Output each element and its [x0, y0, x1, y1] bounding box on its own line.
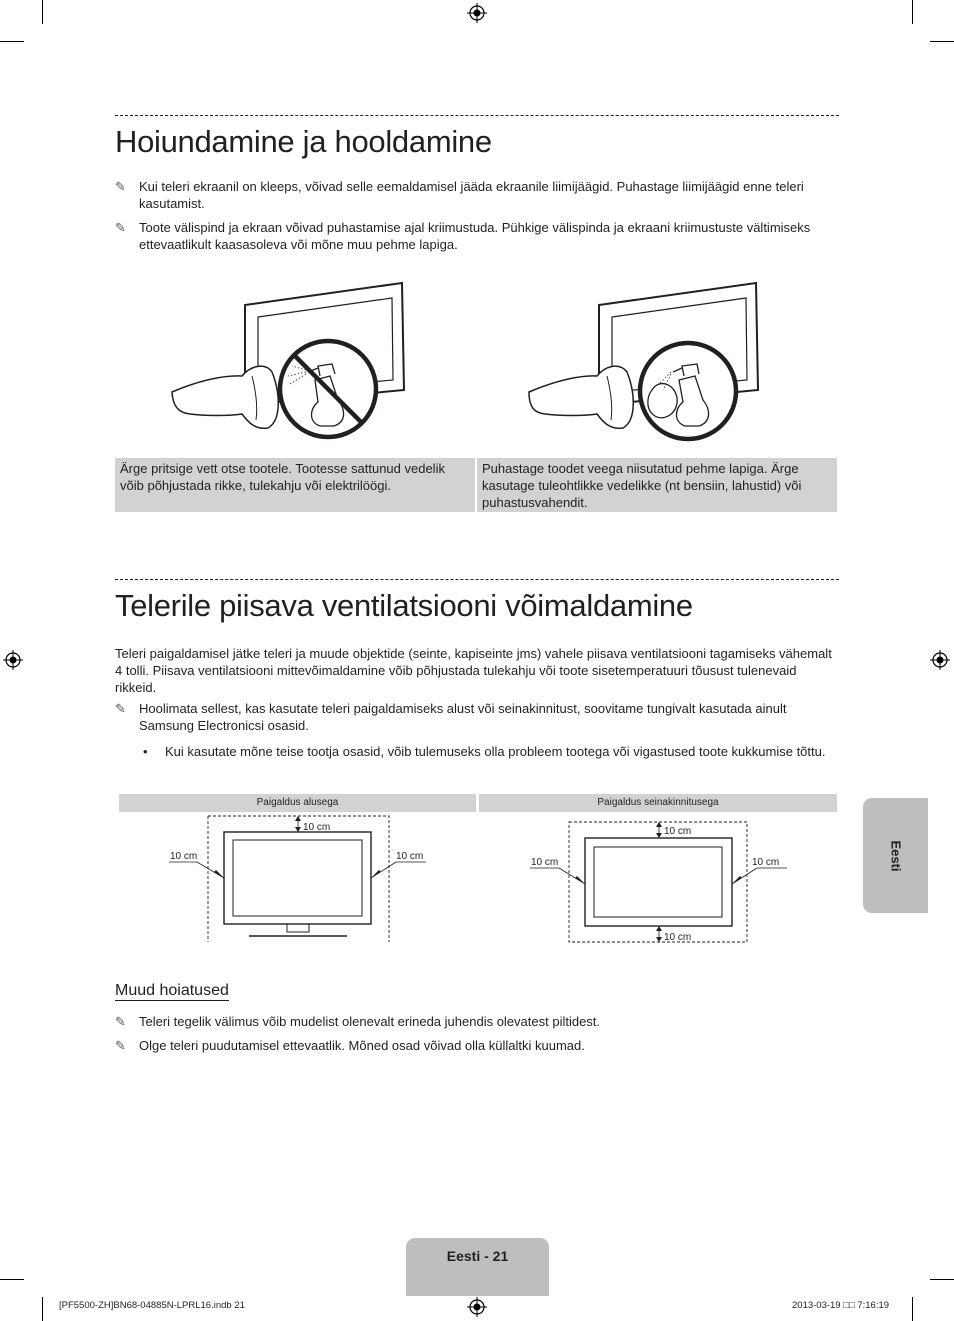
- bullet-dot: •: [143, 744, 148, 759]
- registration-mark-icon: [930, 650, 950, 670]
- pencil-note-icon: ✎: [115, 1038, 126, 1053]
- note-text: Teleri tegelik välimus võib mudelist olenevalt erineda juhendis olevatest piltidest.: [139, 1014, 601, 1029]
- registration-mark-icon: [467, 1297, 487, 1317]
- clearance-left-label: 10 cm: [531, 857, 559, 868]
- footer-file-info: [PF5500-ZH]BN68-04885N-LPRL16.indb 21: [59, 1300, 245, 1311]
- clearance-left-label: 10 cm: [170, 851, 198, 862]
- clearance-right-label: 10 cm: [752, 857, 780, 868]
- note-hot-parts: [115, 1037, 840, 1054]
- section-divider: [115, 115, 839, 116]
- pencil-note-icon: ✎: [115, 179, 126, 194]
- bullet-text: Kui kasutate mõne teise tootja osasid, võib tulemuseks olla probleem tootega või vigastused toote kukkumise tõttu.: [165, 744, 826, 759]
- diagram-title-wall-mount: Paigaldus seinakinnitusega: [479, 794, 837, 812]
- page-number-label: Eesti - 21: [446, 1248, 509, 1264]
- crop-mark: [42, 0, 43, 24]
- note-samsung-parts: [115, 700, 840, 734]
- caption-damp-cloth: Puhastage toodet veega niisutatud pehme lapiga. Ärge kasutage tuleohtlikke vedelikke (nt bensiin, lahustid) või puhastusvahendit.: [477, 458, 837, 512]
- diagram-stand-installation: [119, 812, 476, 944]
- illustration-do-not-spray: [170, 280, 410, 445]
- note-scratch-warning: [115, 219, 840, 253]
- registration-mark-icon: [467, 3, 487, 23]
- clearance-bottom-label: 10 cm: [664, 932, 692, 943]
- note-sticker-residue: [115, 178, 840, 212]
- section-title-ventilation: Telerile piisava ventilatsiooni võimaldamine: [115, 588, 693, 623]
- crop-mark: [0, 41, 24, 42]
- clearance-top-label: 10 cm: [664, 826, 692, 837]
- pencil-note-icon: ✎: [115, 1014, 126, 1029]
- section-divider: [115, 579, 839, 580]
- page-number-tab: [406, 1238, 549, 1296]
- registration-mark-icon: [3, 650, 23, 670]
- crop-mark: [0, 1279, 24, 1280]
- crop-mark: [912, 0, 913, 24]
- illustration-damp-cloth: [527, 280, 767, 445]
- note-text: Hoolimata sellest, kas kasutate teleri paigaldamiseks alust või seinakinnitust, soovitame tungivalt kasutada ainult Samsung Electronicsi osasid.: [139, 701, 787, 733]
- diagram-wall-mount-installation: [479, 812, 837, 946]
- crop-mark: [912, 1297, 913, 1321]
- crop-mark: [42, 1297, 43, 1321]
- note-text: Olge teleri puudutamisel ettevaatlik. Mõned osad võivad olla küllaltki kuumad.: [139, 1038, 585, 1053]
- language-side-tab: [863, 798, 928, 913]
- footer-timestamp: 2013-03-19 □□ 7:16:19: [792, 1300, 890, 1311]
- clearance-right-label: 10 cm: [396, 851, 424, 862]
- pencil-note-icon: ✎: [115, 701, 126, 716]
- crop-mark: [930, 1279, 954, 1280]
- section-title-other-warnings: Muud hoiatused: [115, 982, 229, 999]
- section-title-storage-maintenance: Hoiundamine ja hooldamine: [115, 124, 492, 159]
- diagram-title-stand: Paigaldus alusega: [119, 794, 476, 812]
- pencil-note-icon: ✎: [115, 220, 126, 235]
- note-appearance: [115, 1013, 840, 1030]
- bullet-third-party-parts: [140, 743, 840, 760]
- language-side-tab-label: Eesti: [888, 839, 903, 872]
- note-text: Toote välispind ja ekraan võivad puhastamise ajal kriimustuda. Pühkige välispinda ja ekraani kriimustuste vältimiseks ettevaatlikult kaasasoleva või mõne muu pehme lapiga.: [139, 220, 811, 252]
- caption-do-not-spray: Ärge pritsige vett otse tootele. Tootesse sattunud vedelik võib põhjustada rikke, tulekahju või elektrilöögi.: [115, 458, 475, 512]
- crop-mark: [930, 41, 954, 42]
- ventilation-intro: Teleri paigaldamisel jätke teleri ja muude objektide (seinte, kapiseinte jms) vahele piisava ventilatsiooni tagamiseks vähemalt 4 tolli. Piisava ventilatsiooni mittevõimaldamine võib põhjustada tulekahju või toote sisetemperatuuri tõusust tulenevaid rikkeid.: [115, 646, 832, 695]
- note-text: Kui teleri ekraanil on kleeps, võivad selle eemaldamisel jääda ekraanile liimijäägid. Puhastage liimijäägid enne teleri kasutamist.: [139, 179, 804, 211]
- clearance-top-label: 10 cm: [303, 822, 331, 833]
